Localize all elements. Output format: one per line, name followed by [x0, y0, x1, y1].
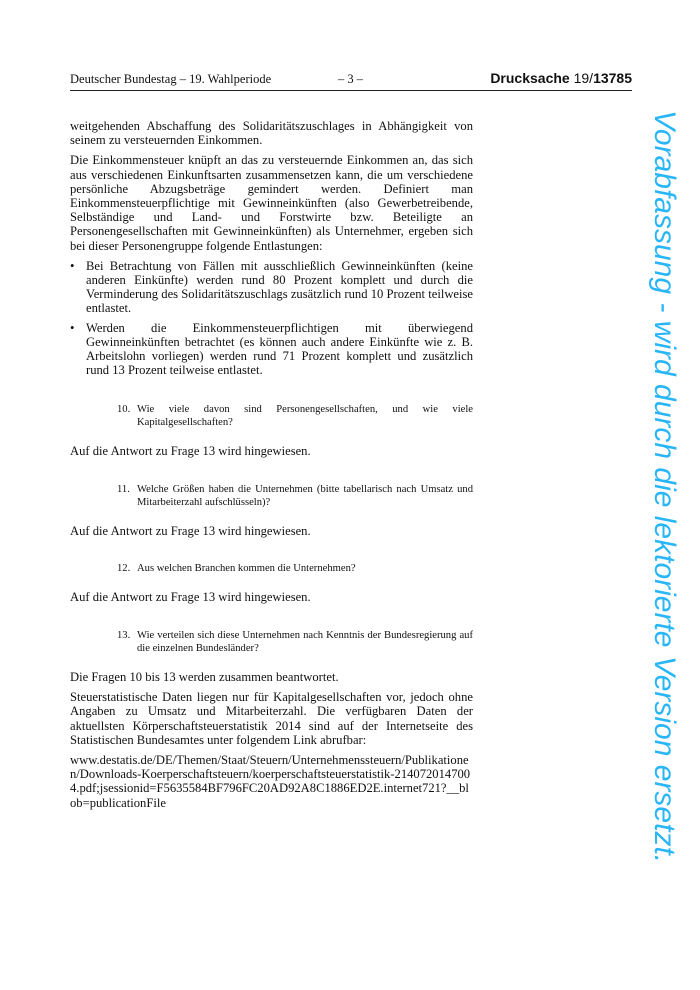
bullet-item-exclusive-profits: [70, 259, 473, 316]
answer-13: Die Fragen 10 bis 13 werden zusammen beantwortet.: [70, 670, 339, 685]
answer-10: Auf die Antwort zu Frage 13 wird hingewiesen.: [70, 444, 311, 459]
answer-12: Auf die Antwort zu Frage 13 wird hingewiesen.: [70, 589, 311, 604]
question-11: [117, 483, 473, 509]
question-text: Welche Größen haben die Unternehmen (bitte tabellarisch nach Umsatz und Mitarbeiterzahl aufschlüsseln)?: [137, 483, 473, 508]
question-13: [117, 629, 473, 655]
question-number: 10.: [117, 404, 131, 416]
bullet-icon: •: [70, 258, 75, 273]
question-number: 13.: [117, 630, 131, 642]
bullet-text: Bei Betrachtung von Fällen mit ausschließlich Gewinneinkünften (keine anderen Einkünfte) werden rund 80 Prozent komplett und durch die Verminderung des Solidaritätszuschlags zusätzlich rund 10 Prozent teilweise entlastet.: [86, 258, 473, 316]
preliminary-version-watermark: Vorabfassung - wird durch die lektorierte Version ersetzt.: [648, 110, 681, 864]
document-body: [70, 119, 473, 816]
question-text: Aus welchen Branchen kommen die Unternehmen?: [137, 562, 356, 574]
page-header: [70, 70, 632, 91]
paragraph-intro-continuation: weitgehenden Abschaffung des Solidaritätszuschlages in Abhängigkeit von seinem zu versteuernden Einkommen.: [70, 119, 473, 148]
header-page-number: – 3 –: [338, 72, 363, 86]
relief-bullet-list: [70, 259, 473, 378]
question-text: Wie viele davon sind Personengesellschaften, und wie viele Kapitalgesellschaften?: [137, 404, 473, 429]
header-bundestag-period: Deutscher Bundestag – 19. Wahlperiode: [70, 72, 272, 86]
question-number: 12.: [117, 562, 131, 574]
drucksache-label: Drucksache: [490, 70, 570, 86]
bullet-text: Werden die Einkommensteuerpflichtigen mit überwiegend Gewinneinkünften betrachtet (es können auch andere Einkünfte wie z. B. Arbeitslohn vorliegen) werden rund 71 Prozent komplett und zusätzlich rund 13 Prozent teilweise entlastet.: [86, 320, 473, 378]
paragraph-tax-statistics: Steuerstatistische Daten liegen nur für Kapitalgesellschaften vor, jedoch ohne Angaben zu Umsatz und Mitarbeiterzahl. Die verfügbaren Daten der aktuellsten Körperschaftsteuerstatistik 2014 sind auf der Internetseite des Statistischen Bundesamtes unter folgendem Link abrufbar:: [70, 690, 473, 747]
question-text: Wie verteilen sich diese Unternehmen nach Kenntnis der Bundesregierung auf die einzelnen Bundesländer?: [137, 630, 473, 655]
header-drucksache: [490, 70, 632, 86]
destatis-url: www.destatis.de/DE/Themen/Staat/Steuern/Unternehmenssteuern/Publikationen/Downloads-Koerperschaftsteuern/koerperschaftsteuerstatistik-2140720147004.pdf;jsessionid=F5635584BF796FC20AD92A8C1886ED2E.internet721?__blob=publicationFile: [70, 753, 471, 810]
drucksache-number: 13785: [593, 70, 632, 86]
bullet-item-predominant-profits: [70, 321, 473, 378]
paragraph-income-tax: Die Einkommensteuer knüpft an das zu versteuernde Einkommen an, das sich aus verschiedenen Einkunftsarten zusammensetzen kann, die um verschiedene persönliche Abzugsbeträge gemindert werden. Definiert man Einkommensteuerpflichtige mit Gewinneinkünften (also Gewerbetreibende, Selbständige und Land- und Forstwirte bzw. Beteiligte an Personengesellschaften mit Gewinneinkünften) als Unternehmer, ergeben sich bei dieser Personengruppe folgende Entlastungen:: [70, 153, 473, 253]
bullet-icon: •: [70, 320, 75, 335]
question-12: [117, 562, 473, 575]
drucksache-period: 19/: [573, 70, 594, 86]
answer-11: Auf die Antwort zu Frage 13 wird hingewiesen.: [70, 523, 311, 538]
question-number: 11.: [117, 483, 130, 495]
question-10: [117, 403, 473, 429]
